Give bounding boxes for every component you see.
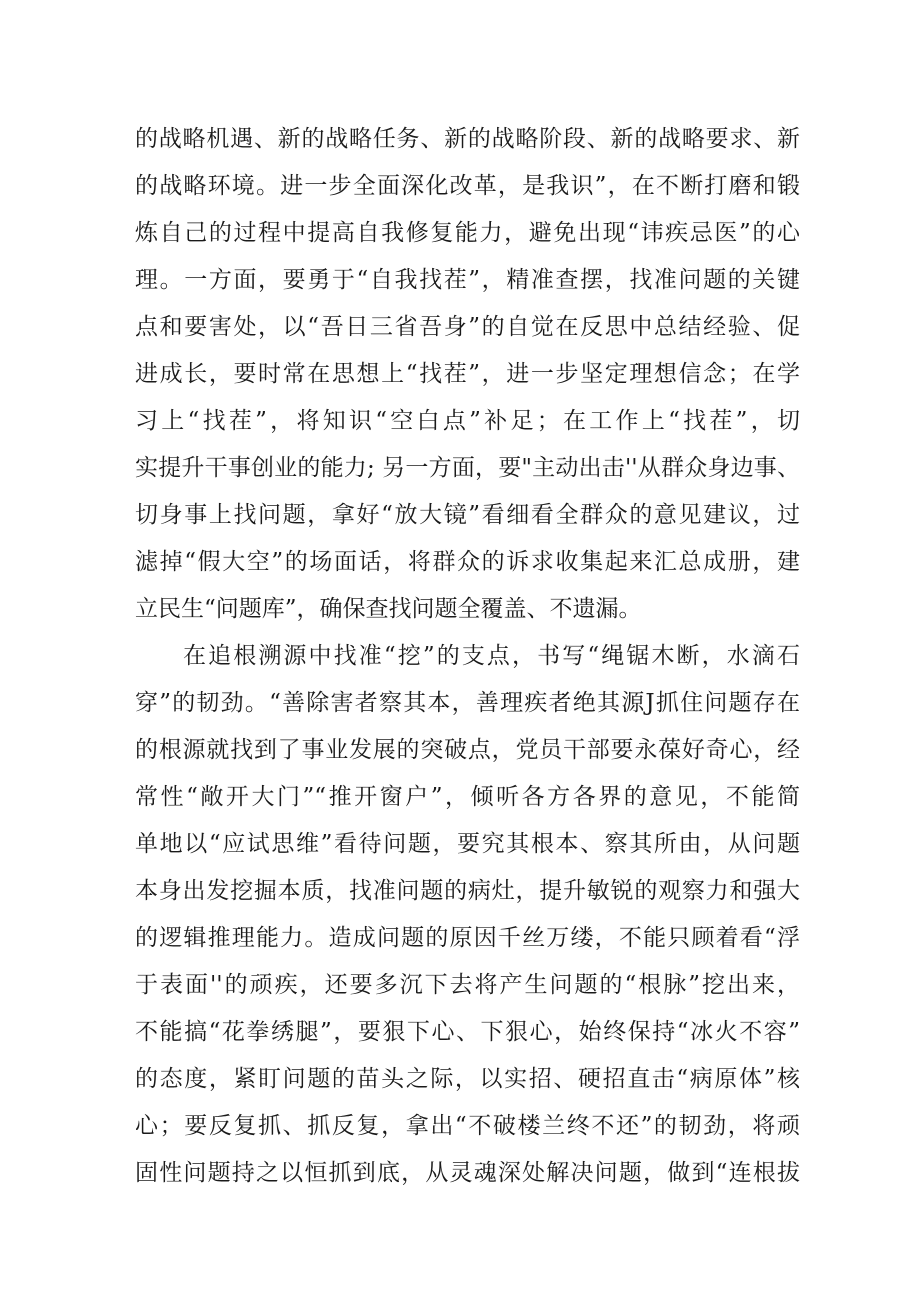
text-line: 立民生“问题库”，确保查找问题全覆盖、不遗漏。 [135, 596, 642, 622]
paragraph-2 [135, 633, 800, 1197]
text-line: 的战略环境。进一步全面深化改革，是我识”，在不断打磨和锻 [135, 173, 800, 199]
text-line: 理。一方面，要勇于“自我找茬”，精准查摆，找准问题的关键 [135, 267, 800, 293]
text-line: 的战略机遇、新的战略任务、新的战略阶段、新的战略要求、新 [135, 126, 800, 152]
text-line: 切身事上找问题，拿好“放大镜”看细看全群众的意见建议，过 [135, 502, 800, 528]
text-line: 于表面''的顽疾，还要多沉下去将产生问题的“根脉”挖出来， [135, 972, 800, 998]
body-text [135, 116, 800, 1197]
text-line: 单地以“应试思维”看待问题，要究其根本、察其所由，从问题 [135, 831, 800, 857]
text-line: 固性问题持之以恒抓到底，从灵魂深处解决问题，做到“连根拔 [135, 1160, 800, 1186]
text-line: 不能搞“花拳绣腿”，要狠下心、下狠心，始终保持“冰火不容” [135, 1019, 800, 1045]
text-line: 的逻辑推理能力。造成问题的原因千丝万缕，不能只顾着看“浮 [135, 925, 800, 951]
text-line: 习上“找茬”，将知识“空白点”补足；在工作上“找茬”，切 [135, 408, 800, 434]
text-line: 进成长，要时常在思想上“找茬”，进一步坚定理想信念；在学 [135, 361, 800, 387]
paragraph-1 [135, 116, 800, 633]
text-line: 在追根溯源中找准“挖”的支点，书写“绳锯木断，水滴石 [183, 643, 800, 669]
text-line: 滤掉“假大空”的场面话，将群众的诉求收集起来汇总成册，建 [135, 549, 800, 575]
text-line: 本身出发挖掘本质，找准问题的病灶，提升敏锐的观察力和强大 [135, 878, 800, 904]
text-line: 穿”的韧劲。“善除害者察其本，善理疾者绝其源J抓住问题存在 [135, 690, 800, 716]
text-line: 炼自己的过程中提高自我修复能力，避免出现“讳疾忌医”的心 [135, 220, 800, 246]
text-line: 的态度，紧盯问题的苗头之际，以实招、硬招直击“病原体”核 [135, 1066, 800, 1092]
text-line: 常性“敞开大门”“推开窗户”，倾听各方各界的意见，不能简 [135, 784, 800, 810]
text-line: 的根源就找到了事业发展的突破点，党员干部要永葆好奇心，经 [135, 737, 800, 763]
text-line: 心；要反复抓、抓反复，拿出“不破楼兰终不还”的韧劲，将顽 [135, 1113, 800, 1139]
text-line: 点和要害处，以“吾日三省吾身”的自觉在反思中总结经验、促 [135, 314, 800, 340]
text-line: 实提升干事创业的能力; 另一方面，要"主动出击''从群众身边事、 [135, 455, 800, 481]
